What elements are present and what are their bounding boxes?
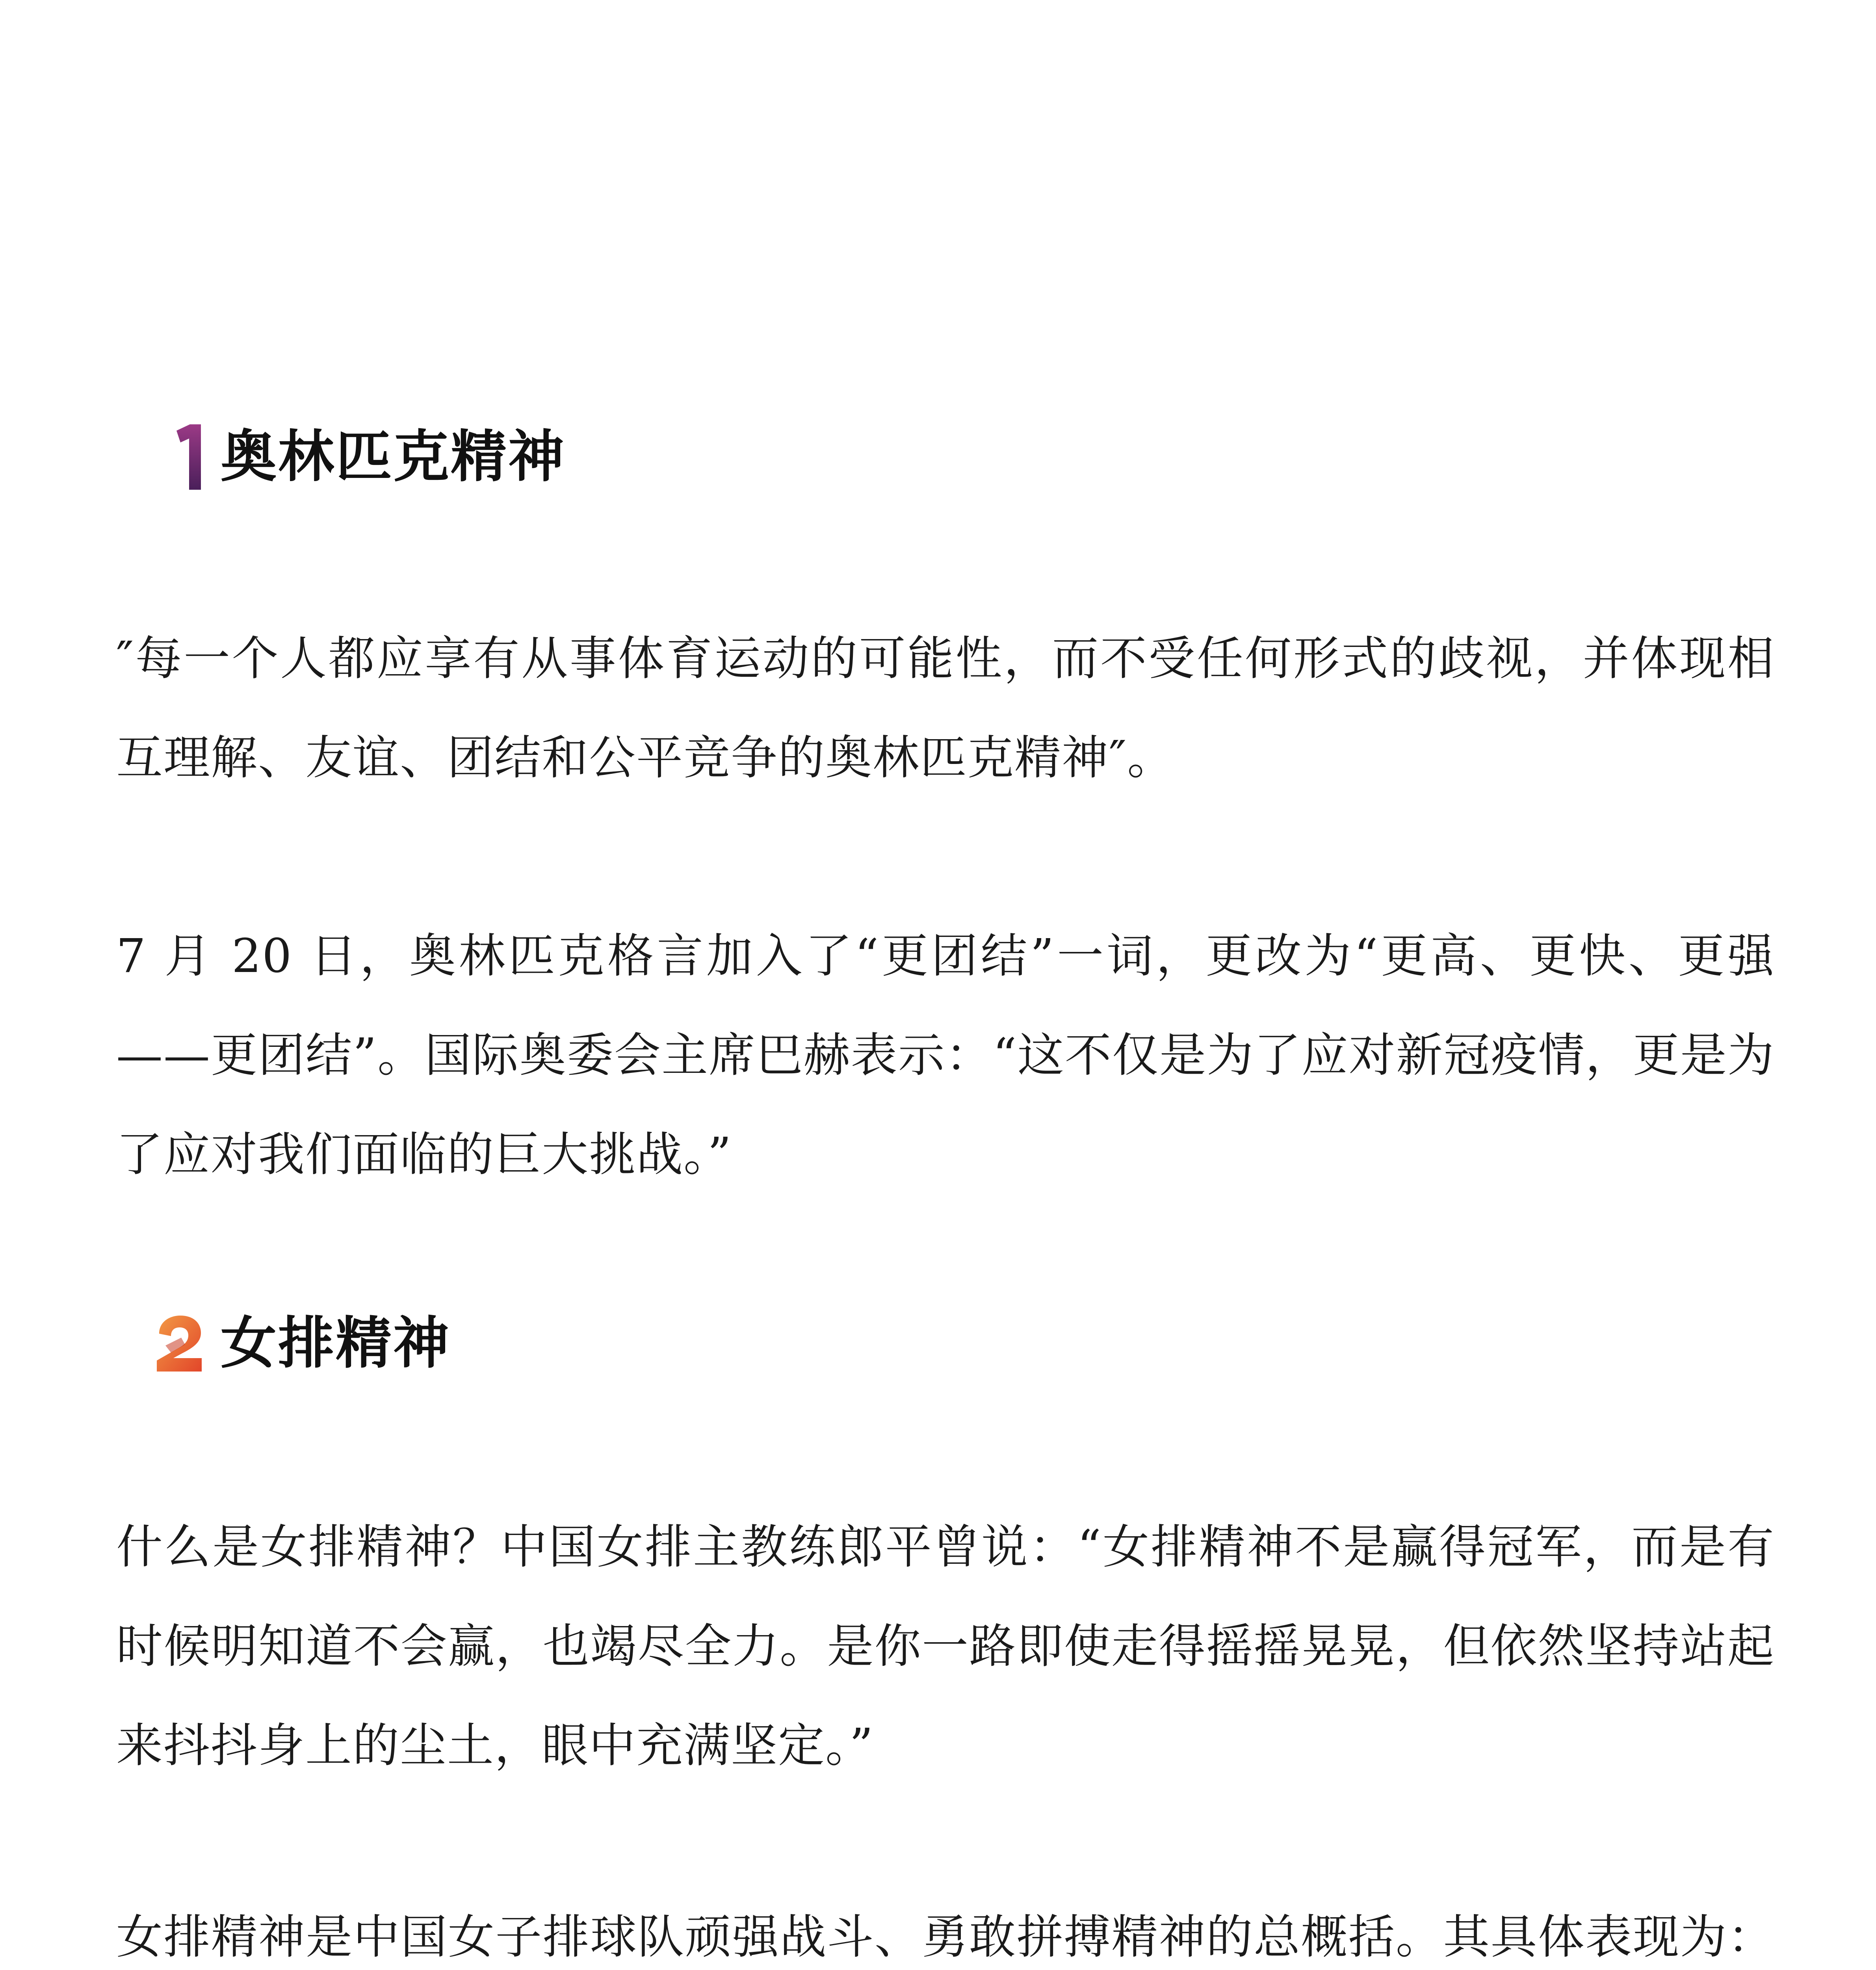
- paragraph-olympic-quote: ″每一个人都应享有从事体育运动的可能性，而不受任何形式的歧视，并体现相互理解、友谊、团结和公平竞争的奥林匹克精神″。: [116, 631, 1775, 785]
- paragraph-spirit-definition: 女排精神是中国女子排球队顽强战斗、勇敢拼搏精神的总概括。其具体表现为：: [116, 1910, 1775, 1964]
- paragraph-olympic-motto: 7 月 20 日，奥林匹克格言加入了“更团结”一词，更改为“更高、更快、更强——更团结”。国际奥委会主席巴赫表示：“这不仅是为了应对新冠疫情，更是为了应对我们面临的巨大挑战。”: [116, 929, 1775, 1182]
- number-2-icon: [154, 1314, 205, 1373]
- section-heading-olympic-spirit: [173, 410, 566, 504]
- paragraph-lang-ping-quote: 什么是女排精神？中国女排主教练郎平曾说：“女排精神不是赢得冠军，而是有时候明知道不会赢，也竭尽全力。是你一路即使走得摇摇晃晃，但依然坚持站起来抖抖身上的尘土，眼中充满坚定。”: [116, 1520, 1775, 1773]
- section-title: 女排精神: [221, 1311, 451, 1376]
- section-heading-womens-volleyball-spirit: [154, 1296, 451, 1391]
- number-1-icon: [173, 424, 205, 491]
- section-title: 奥林匹克精神: [221, 424, 566, 489]
